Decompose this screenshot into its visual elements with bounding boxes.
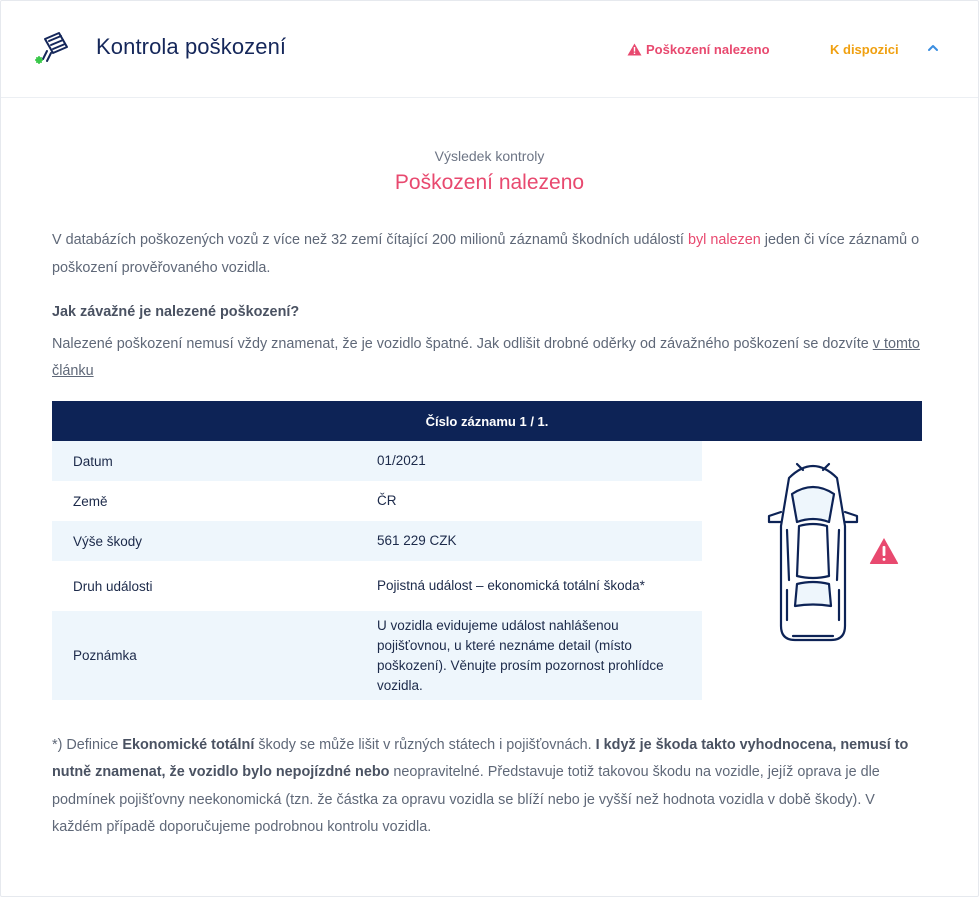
table-row [52, 561, 702, 611]
table-row [52, 611, 702, 700]
row-label: Datum [73, 453, 113, 469]
status-label: Poškození nalezeno [646, 42, 770, 57]
row-label: Poznámka [73, 648, 137, 663]
row-label: Země [73, 493, 108, 509]
panel-header[interactable] [1, 1, 978, 98]
record-table [52, 441, 702, 700]
result-title: Poškození nalezeno [394, 171, 585, 194]
severity-title: Jak závažné je nalezené poškození? [52, 304, 300, 320]
row-value: U vozidla evidujeme událost nahlášenou pojišťovnou, u které neznáme detail (místo poškození). Věnujte prosím pozornost prohlídce vozidla. [377, 617, 664, 693]
table-row [52, 521, 702, 561]
table-row [52, 481, 702, 521]
footnote: *) Definice Ekonomické totální škody se může lišit v různých státech i pojišťovnách. I když je škoda takto vyhodnocena, nemusí to nutně znamenat, že vozidlo bylo nepojízdné nebo neopravitelné. Představuje totiž takovou škodu na vozidle, jejíž oprava je dle podmínek pojišťovny neekonomická (tzn. že částka za opravu vozidla se blíží nebo je vyšší než hodnota vozidla v době škody). V každém případě doporučujeme podrobnou kontrolu vozidla. [52, 737, 909, 835]
severity-text: Nalezené poškození nemusí vždy znamenat, že je vozidlo špatné. Jak odlišit drobné oděrky od závažného poškození se dozvíte v tomto článku [52, 336, 920, 379]
intro-text: V databázích poškozených vozů z více než 32 zemí čítající 200 milionů záznamů škodních událostí byl nalezen jeden či více záznamů o poškození prověřovaného vozidla. [52, 232, 920, 276]
status-badge [627, 42, 770, 57]
car-wash-icon [33, 29, 73, 69]
article-link[interactable]: v tomto článku [52, 336, 920, 379]
page-title: Kontrola poškození [96, 34, 287, 59]
intro-highlight: byl nalezen [687, 232, 761, 248]
table-row [52, 441, 702, 481]
warning-triangle-icon [627, 43, 642, 56]
row-value: ČR [377, 493, 397, 508]
row-value: Pojistná událost – ekonomická totální škoda* [377, 578, 645, 593]
row-label: Výše škody [73, 533, 143, 549]
row-value: 01/2021 [377, 453, 426, 468]
car-top-view-icon [763, 456, 863, 646]
record-heading: Číslo záznamu 1 / 1. [52, 401, 922, 441]
damage-warning-icon [869, 537, 899, 565]
row-label: Druh události [73, 578, 153, 594]
availability-label: K dispozici [830, 42, 899, 57]
row-value: 561 229 CZK [377, 533, 457, 548]
chevron-up-icon[interactable] [926, 41, 940, 55]
result-label: Výsledek kontroly [434, 148, 545, 164]
